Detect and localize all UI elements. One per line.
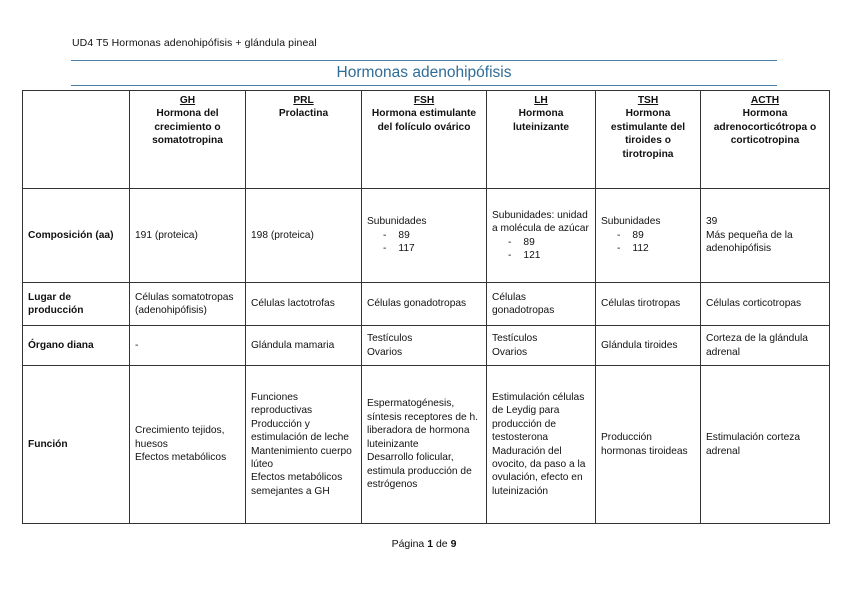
page-footer [0,538,848,550]
corner-cell [23,91,130,189]
document-header: UD4 T5 Hormonas adenohipófisis + glándula pineal [72,37,317,49]
cell-line: Espermatogénesis, síntesis receptores de h. liberadora de hormona luteinizante [367,398,478,450]
col-name: Hormona luteinizante [512,108,570,133]
row-lugar [23,283,830,326]
list-item: - 117 [379,242,481,255]
col-header-tsh [596,91,701,189]
cell-organo-acth: Corteza de la glándula adrenal [701,326,830,366]
cell-line: Desarrollo folicular, estimula producción de estrógenos [367,452,472,491]
footer-total-pages: 9 [450,538,457,550]
col-abbr: PRL [293,95,314,106]
list-item: - 89 [379,229,481,242]
cell-line: Efectos metabólicos semejantes a GH [251,472,343,497]
list-item: - 112 [613,242,695,255]
col-name: Hormona estimulante del folículo ovárico [371,108,477,133]
cell-funcion-fsh [362,366,487,524]
cell-line: 39 [706,216,718,228]
col-name: Hormona del crecimiento o somatotropina [152,108,223,147]
col-header-fsh [362,91,487,189]
cell-line: Estimulación células de Leydig para producción de testosterona [492,391,585,444]
col-abbr: ACTH [750,95,780,106]
cell-line: Testículos [367,333,413,345]
hormone-table [22,90,830,524]
cell-composicion-tsh [596,189,701,283]
footer-middle: de [435,538,448,550]
page-title: Hormonas adenohipófisis [71,60,777,86]
cell-line: Ovarios [367,346,403,358]
subunit-list [367,229,481,256]
cell-line: Mantenimiento cuerpo lúteo [251,445,352,470]
subunit-list [492,236,590,263]
row-label: Composición (aa) [23,189,130,283]
cell-line: Testículos [492,333,538,345]
cell-lugar-tsh: Células tirotropas [596,283,701,326]
row-organo [23,326,830,366]
col-abbr: TSH [637,95,659,106]
cell-line: Funciones reproductivas [251,391,313,417]
col-name: Hormona adrenocorticótropa o corticotropina [713,108,817,147]
cell-funcion-lh [487,366,596,524]
col-abbr: GH [179,95,196,106]
col-header-gh [130,91,246,189]
col-header-prl [246,91,362,189]
cell-composicion-acth [701,189,830,283]
cell-line: Más pequeña de la adenohipófisis [706,229,793,255]
row-funcion [23,366,830,524]
cell-lugar-prl: Células lactotrofas [246,283,362,326]
cell-line: Ovarios [492,346,528,358]
row-label: Lugar de producción [23,283,130,326]
cell-composicion-lh [487,189,596,283]
cell-funcion-prl [246,366,362,524]
cell-line: Producción y estimulación de leche [251,418,349,444]
list-item: - 89 [504,236,590,249]
col-header-lh [487,91,596,189]
col-abbr: LH [534,95,548,106]
cell-intro: Subunidades [367,216,427,228]
cell-lugar-fsh: Células gonadotropas [362,283,487,326]
cell-organo-gh: - [130,326,246,366]
col-name: Hormona estimulante del tiroides o tirotropina [610,108,686,160]
cell-funcion-gh [130,366,246,524]
cell-line: Maduración del ovocito, da paso a la ovulación, efecto en luteinización [492,445,586,497]
cell-organo-fsh [362,326,487,366]
cell-lugar-gh: Células somatotropas (adenohipófisis) [130,283,246,326]
cell-funcion-tsh: Producción hormonas tiroideas [596,366,701,524]
footer-prefix: Página [391,538,425,550]
row-label: Órgano diana [23,326,130,366]
cell-intro: Subunidades [601,216,661,228]
cell-intro: Subunidades: unidad a molécula de azúcar [492,209,589,235]
table-header-row [23,91,830,189]
cell-lugar-lh: Células gonadotropas [487,283,596,326]
col-abbr: FSH [413,95,435,106]
list-item: - 121 [504,249,590,262]
cell-lugar-acth: Células corticotropas [701,283,830,326]
cell-composicion-prl: 198 (proteica) [246,189,362,283]
list-item: - 89 [613,229,695,242]
col-name: Prolactina [278,108,329,120]
cell-composicion-fsh [362,189,487,283]
cell-organo-prl: Glándula mamaria [246,326,362,366]
cell-organo-lh [487,326,596,366]
cell-composicion-gh: 191 (proteica) [130,189,246,283]
footer-current-page: 1 [427,538,434,550]
cell-funcion-acth: Estimulación corteza adrenal [701,366,830,524]
cell-line: Efectos metabólicos [135,452,227,464]
cell-organo-tsh: Glándula tiroides [596,326,701,366]
row-label: Función [23,366,130,524]
subunit-list [601,229,695,256]
row-composicion [23,189,830,283]
cell-line: Crecimiento tejidos, huesos [135,425,225,450]
col-header-acth [701,91,830,189]
